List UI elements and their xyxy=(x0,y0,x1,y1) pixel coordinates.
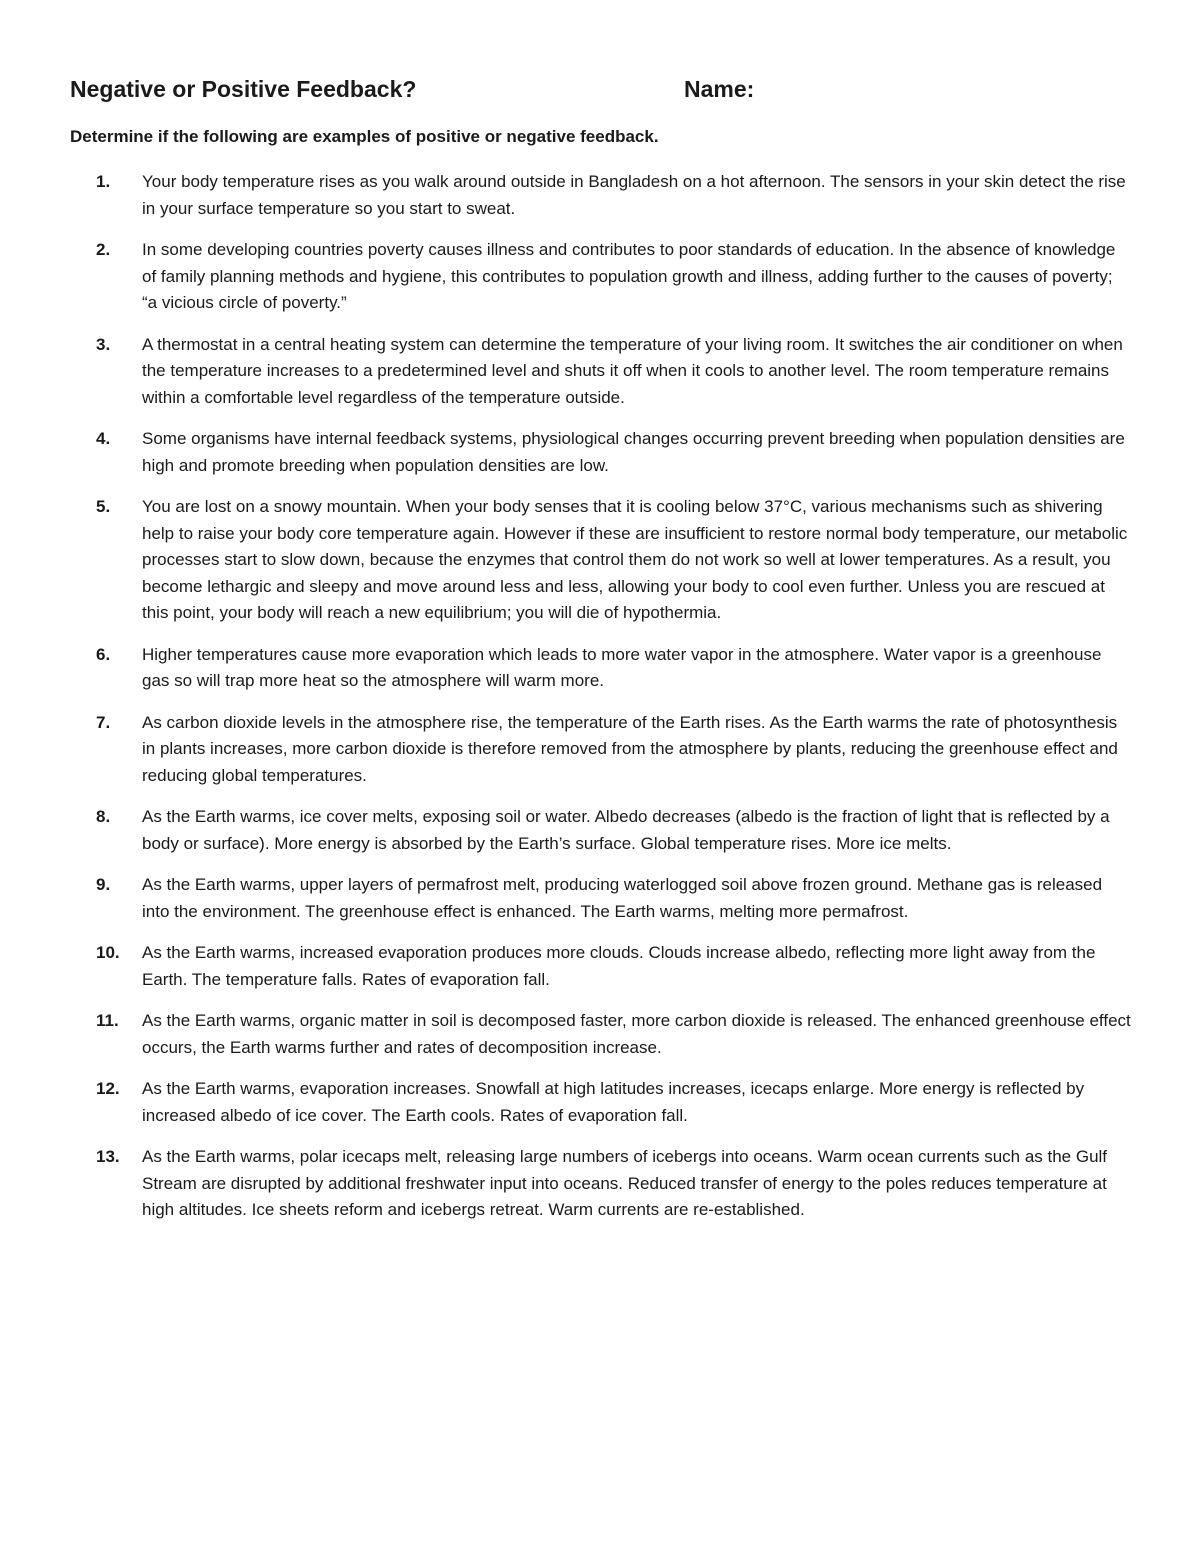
page-title: Negative or Positive Feedback? xyxy=(70,76,417,102)
question-item-13 xyxy=(70,1144,1132,1224)
question-number: 1. xyxy=(96,172,111,191)
question-number: 12. xyxy=(96,1079,120,1098)
question-number: 6. xyxy=(96,644,111,664)
question-number: 8. xyxy=(96,807,111,826)
question-number: 9. xyxy=(96,875,111,894)
question-item-7 xyxy=(70,710,1132,790)
question-item-2 xyxy=(70,237,1132,317)
question-text: As the Earth warms, upper layers of permafrost melt, producing waterlogged soil above frozen ground. Methane gas is released into the environment. The greenhouse effect is enhanced. The Earth warms, melting more permafrost. xyxy=(142,875,1103,921)
question-number: 11. xyxy=(96,1011,119,1030)
name-label: Name: xyxy=(684,76,755,102)
question-item-3 xyxy=(70,332,1132,412)
question-text: As the Earth warms, increased evaporation produces more clouds. Clouds increase albedo, reflecting more light away from the Earth. The temperature falls. Rates of evaporation fall. xyxy=(142,943,1096,989)
question-number: 7. xyxy=(96,712,111,732)
instructions-text: Determine if the following are examples of positive or negative feedback. xyxy=(70,127,659,146)
question-number: 5. xyxy=(96,497,111,516)
question-item-12 xyxy=(70,1076,1132,1129)
question-number: 4. xyxy=(96,429,111,448)
question-text: As carbon dioxide levels in the atmosphere rise, the temperature of the Earth rises. As the Earth warms the rate of photosynthesis in plants increases, more carbon dioxide is therefore removed from the atmosphere by plants, reducing the greenhouse effect and reducing global temperatures. xyxy=(142,712,1118,785)
question-number: 2. xyxy=(96,240,111,259)
question-item-6 xyxy=(70,642,1132,695)
question-text: Higher temperatures cause more evaporation which leads to more water vapor in the atmosphere. Water vapor is a greenhouse gas so will trap more heat so the atmosphere will warm more. xyxy=(142,644,1102,690)
question-text: As the Earth warms, ice cover melts, exposing soil or water. Albedo decreases (albedo is the fraction of light that is reflected by a body or surface). More energy is absorbed by the Earth’s surface. Global temperature rises. More ice melts. xyxy=(142,807,1110,853)
question-text: As the Earth warms, evaporation increases. Snowfall at high latitudes increases, icecaps enlarge. More energy is reflected by increased albedo of ice cover. The Earth cools. Rates of evaporation fall. xyxy=(142,1079,1085,1125)
question-number: 10. xyxy=(96,943,120,962)
title-row xyxy=(70,76,1130,108)
question-text: In some developing countries poverty causes illness and contributes to poor standards of education. In the absence of knowledge of family planning methods and hygiene, this contributes to population growth and illness, adding further to the causes of poverty; “a vicious circle of poverty.” xyxy=(142,240,1116,312)
question-text: Some organisms have internal feedback systems, physiological changes occurring prevent breeding when population densities are high and promote breeding when population densities are low. xyxy=(142,429,1125,475)
question-number: 3. xyxy=(96,334,111,354)
question-text: A thermostat in a central heating system can determine the temperature of your living room. It switches the air conditioner on when the temperature increases to a predetermined level and shuts it off when it cools to another level. The room temperature remains within a comfortable level regardless of the temperature outside. xyxy=(142,334,1123,407)
question-text: As the Earth warms, polar icecaps melt, releasing large numbers of icebergs into oceans. Warm ocean currents such as the Gulf Stream are disrupted by additional freshwater input into oceans. Reduced transfer of energy to the poles reduces temperature at high altitudes. Ice sheets reform and icebergs retreat. Warm currents are re-established. xyxy=(142,1147,1108,1219)
question-text: You are lost on a snowy mountain. When your body senses that it is cooling below 37°C, various mechanisms such as shivering help to raise your body core temperature again. However if these are insufficient to restore normal body temperature, our metabolic processes start to slow down, because the enzymes that control them do not work so well at lower temperatures. As a result, you become lethargic and sleepy and move around less and less, allowing your body to cool even further. Unless you are rescued at this point, your body will reach a new equilibrium; you will die of hypothermia. xyxy=(142,497,1128,622)
question-text: Your body temperature rises as you walk around outside in Bangladesh on a hot afternoon. The sensors in your skin detect the rise in your surface temperature so you start to sweat. xyxy=(142,172,1126,218)
question-text: As the Earth warms, organic matter in soil is decomposed faster, more carbon dioxide is released. The enhanced greenhouse effect occurs, the Earth warms further and rates of decomposition increase. xyxy=(142,1011,1131,1057)
question-item-11 xyxy=(70,1008,1132,1061)
question-item-4 xyxy=(70,426,1132,479)
question-item-5 xyxy=(70,494,1132,627)
question-item-8 xyxy=(70,804,1132,857)
question-number: 13. xyxy=(96,1147,120,1166)
question-item-9 xyxy=(70,872,1132,925)
question-item-1 xyxy=(70,169,1132,222)
question-item-10 xyxy=(70,940,1132,993)
question-list xyxy=(70,169,1132,1239)
